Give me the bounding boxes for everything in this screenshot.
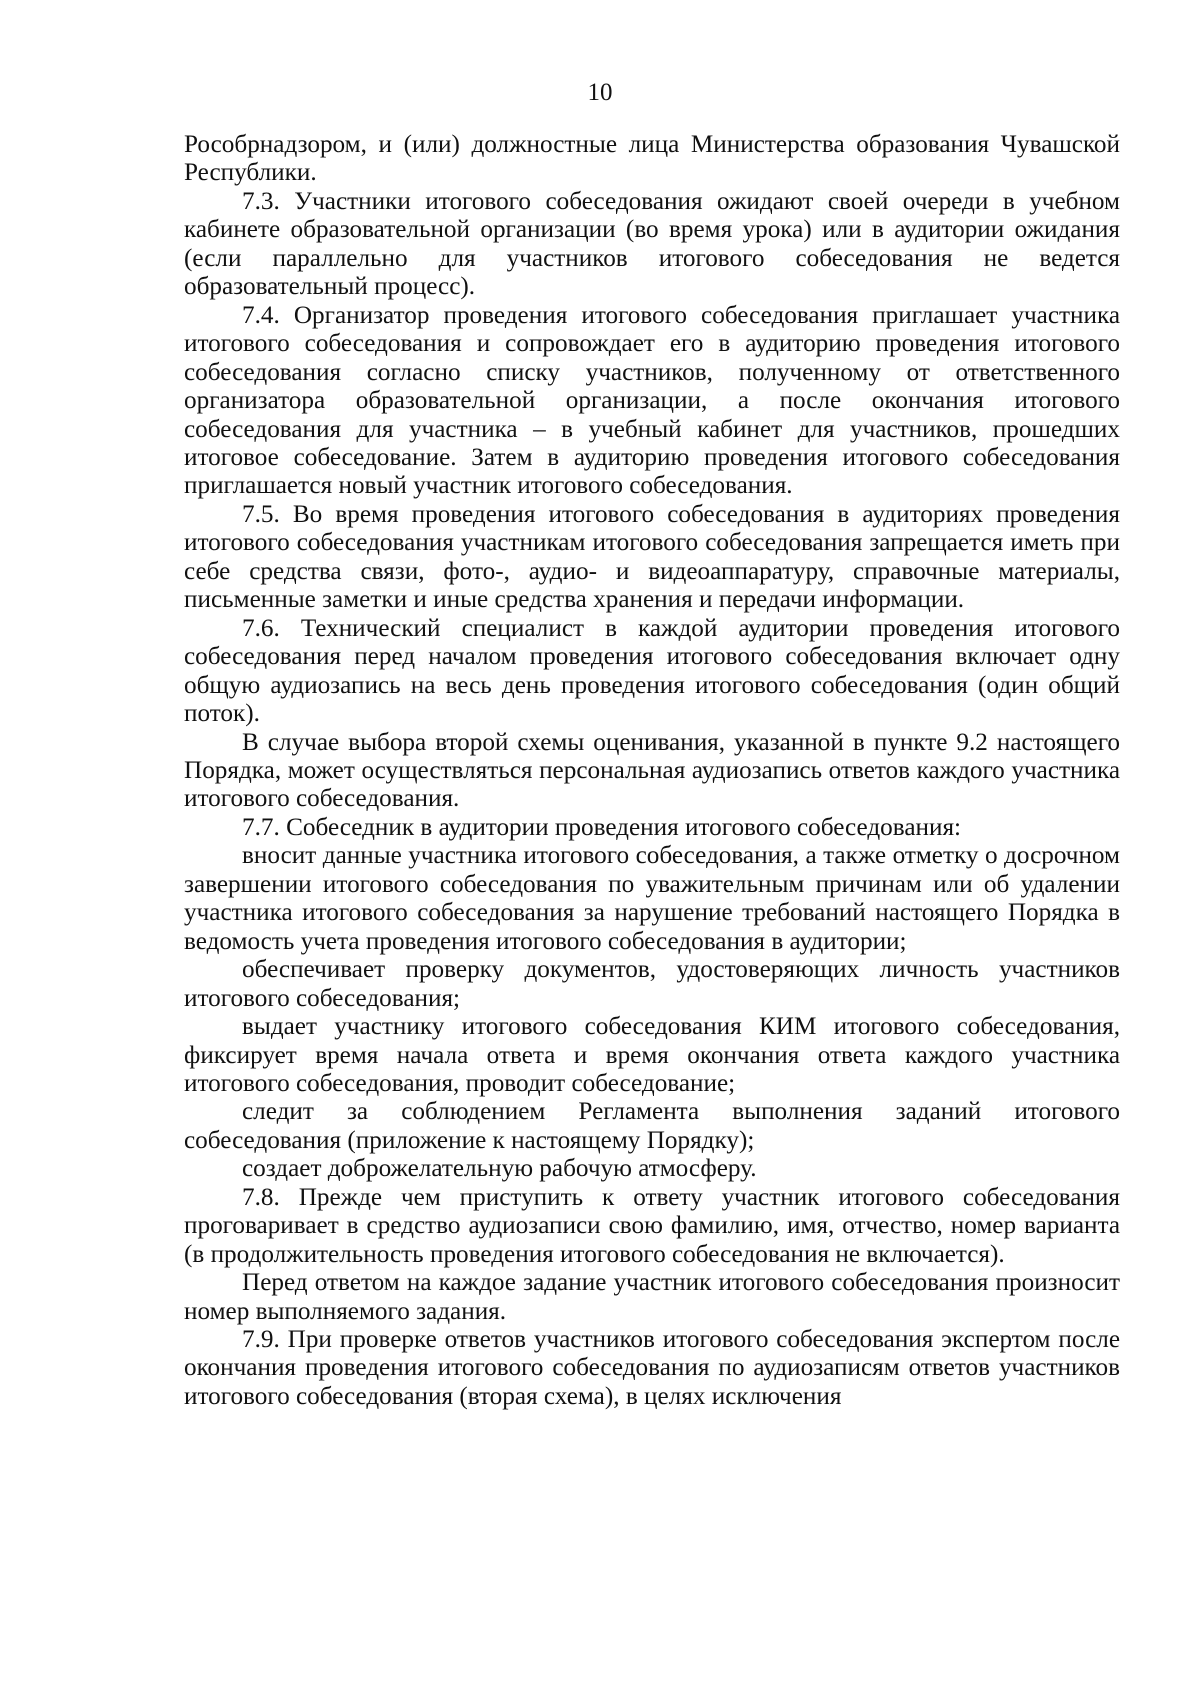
paragraph-7-4: 7.4. Организатор проведения итогового собеседования приглашает участника итогового собеседования и сопровождает его в аудиторию проведения итогового собеседования согласно списку участников, полученному от ответственного организатора образовательной организации, а после окончания итогового собеседования для участника – в учебный кабинет для участников, прошедших итоговое собеседование. Затем в аудиторию проведения итогового собеседования приглашается новый участник итогового собеседования. [184,301,1120,500]
paragraph-7-3: 7.3. Участники итогового собеседования ожидают своей очереди в учебном кабинете образовательной организации (во время урока) или в аудитории ожидания (если параллельно для участников итогового собеседования не ведется образовательный процесс). [184,187,1120,301]
paragraph-7-9: 7.9. При проверке ответов участников итогового собеседования экспертом после окончания проведения итогового собеседования по аудиозаписям ответов участников итогового собеседования (вторая схема), в целях исключения [184,1326,1120,1410]
paragraph-7-6: 7.6. Технический специалист в каждой аудитории проведения итогового собеседования перед началом проведения итогового собеседования включает одну общую аудиозапись на весь день проведения итогового собеседования (один общий поток). [184,614,1120,728]
paragraph-7-8: 7.8. Прежде чем приступить к ответу участник итогового собеседования проговаривает в средство аудиозаписи свою фамилию, имя, отчество, номер варианта (в продолжительность проведения итогового собеседования не включается). [184,1183,1120,1268]
paragraph-7-7-item-5: создает доброжелательную рабочую атмосферу. [242,1155,757,1183]
paragraph-7-7: 7.7. Собеседник в аудитории проведения итогового собеседования: [242,813,962,841]
paragraph-7-5: 7.5. Во время проведения итогового собеседования в аудиториях проведения итогового собеседования участникам итогового собеседования запрещается иметь при себе средства связи, фото-, аудио- и видеоаппаратуру, справочные материалы, письменные заметки и иные средства хранения и передачи информации. [184,500,1120,614]
paragraph-7-7-item-4: следит за соблюдением Регламента выполнения заданий итогового собеседования (приложение к настоящему Порядку); [184,1098,1120,1154]
document-body [184,131,1120,1411]
paragraph-7-8-note: Перед ответом на каждое задание участник итогового собеседования произносит номер выполняемого задания. [184,1269,1120,1325]
paragraph-7-7-item-3: выдает участнику итогового собеседования КИМ итогового собеседования, фиксирует время начала ответа и время окончания ответа каждого участника итогового собеседования, проводит собеседование; [184,1013,1120,1097]
paragraph-continuation: Рособрнадзором, и (или) должностные лица Министерства образования Чувашской Республики. [184,131,1120,187]
paragraph-7-6-note: В случае выбора второй схемы оценивания, указанной в пункте 9.2 настоящего Порядка, может осуществляться персональная аудиозапись ответов каждого участника итогового собеседования. [184,728,1120,813]
paragraph-7-7-item-2: обеспечивает проверку документов, удостоверяющих личность участников итогового собеседования; [184,956,1120,1012]
page-number: 10 [587,79,613,106]
paragraph-7-7-item-1: вносит данные участника итогового собеседования, а также отметку о досрочном завершении итогового собеседования по уважительным причинам или об удалении участника итогового собеседования за нарушение требований настоящего Порядка в ведомость учета проведения итогового собеседования в аудитории; [184,842,1120,955]
